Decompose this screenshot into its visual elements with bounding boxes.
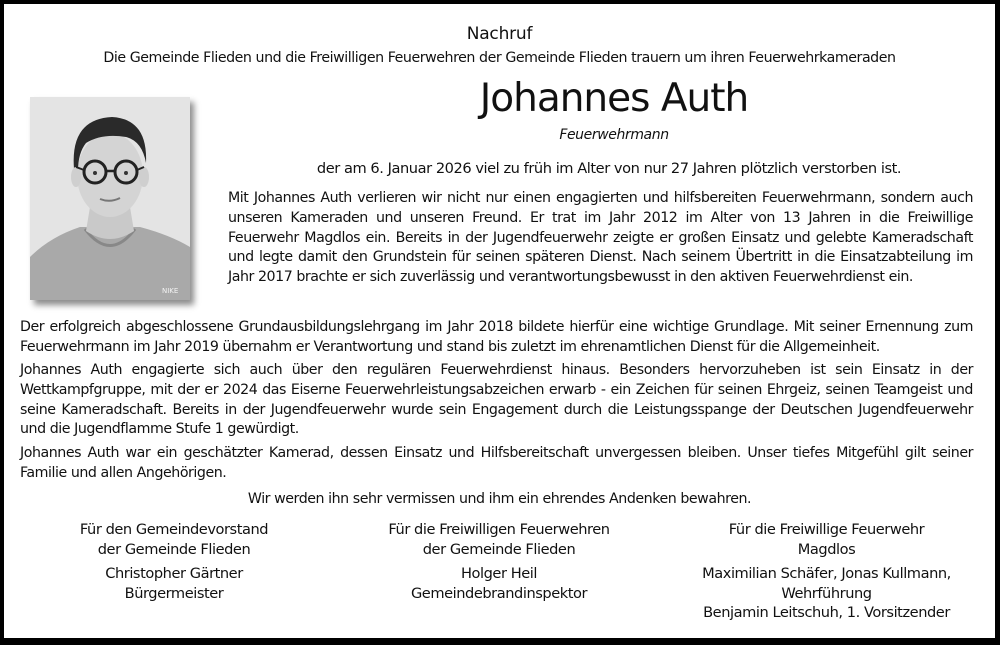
closing-line: Wir werden ihn sehr vermissen und ihm ein ehrendes Andenken bewahren.: [247, 491, 752, 507]
death-line: der am 6. Januar 2026 viel zu früh im Alter von nur 27 Jahren plötzlich verstorben ist.: [316, 160, 902, 177]
signature-org-line: Für die Freiwillige Feuerwehr: [728, 521, 925, 538]
signature-person: Holger Heil: [461, 565, 537, 582]
signature-org-line: der Gemeinde Flieden: [422, 540, 576, 558]
signature-fire-department-magdlos: [674, 520, 979, 623]
paragraph-training: Der erfolgreich abgeschlossene Grundausbildungslehrgang im Jahr 2018 bildete hierfür eine wichtige Grundlage. Mit seiner Ernennung zum Feuerwehrmann im Jahr 2019 übernahm er Verantwortung und stand bis zuletzt im ehrenamtlichen Dienst für die Allgemeinheit.: [20, 319, 973, 355]
signature-title: Bürgermeister: [124, 584, 224, 602]
portrait-photo: [30, 97, 190, 300]
signature-person: Christopher Gärtner: [105, 565, 243, 582]
deceased-name: Johannes Auth: [479, 76, 749, 121]
intro-line: Die Gemeinde Flieden und die Freiwilligen Feuerwehren der Gemeinde Flieden trauern um ihren Feuerwehrkameraden: [103, 50, 896, 66]
paragraph-career: Mit Johannes Auth verlieren wir nicht nur einen engagierten und hilfsbereiten Feuerwehrmann, sondern auch unseren Kameraden und unseren Freund. Er trat im Jahr 2012 im Alter von 13 Jahren in die Freiwillige Feuerwehr Magdlos ein. Bereits in der Jugendfeuerwehr zeigte er großen Einsatz und gelebte Kameradschaft und legte damit den Grundstein für seinen späteren Dienst. Nach seinem Übertritt in die Einsatzabteilung im Jahr 2017 brachte er sich zuverlässig und verantwortungsbewusst in den aktiven Feuerwehrdienst ein.: [228, 190, 973, 286]
svg-text:NIKE: NIKE: [162, 287, 179, 295]
signature-org-line: der Gemeinde Flieden: [97, 540, 251, 558]
signature-fire-departments: [354, 520, 644, 603]
paragraph-engagement: Johannes Auth engagierte sich auch über den regulären Feuerwehrdienst hinaus. Besonders hervorzuheben ist sein Einsatz in der Wettkampfgruppe, mit der er 2024 das Eiserne Feuerwehrleistungsabzeichen erwarb - ein Zeichen für seinen Ehrgeiz, seinen Teamgeist und seine Kameradschaft. Bereits in der Jugendfeuerwehr wurde sein Engagement durch die Leistungsspange der Deutschen Jugendfeuerwehr und die Jugendflamme Stufe 1 gewürdigt.: [20, 362, 973, 438]
signature-person: Maximilian Schäfer, Jonas Kullmann,: [702, 565, 951, 582]
paragraph-condolences: Johannes Auth war ein geschätzter Kamerad, dessen Einsatz und Hilfsbereitschaft unvergessen bleiben. Unser tiefes Mitgefühl gilt seiner Familie und allen Angehörigen.: [20, 445, 973, 481]
signature-org-line: Magdlos: [797, 540, 856, 558]
signature-title: Gemeindebrandinspektor: [410, 584, 588, 602]
notice-heading: Nachruf: [466, 24, 533, 44]
obituary-notice: [4, 4, 995, 638]
notice-frame: [4, 4, 995, 638]
signature-person: Benjamin Leitschuh, 1. Vorsitzender: [703, 604, 950, 621]
signature-org-line: Für die Freiwilligen Feuerwehren: [388, 521, 610, 538]
deceased-role: Feuerwehrmann: [559, 127, 669, 143]
portrait-image: [30, 97, 190, 300]
signature-org-line: Für den Gemeindevorstand: [79, 521, 269, 538]
signature-title: Wehrführung: [781, 584, 872, 602]
signature-municipality: [44, 520, 304, 603]
